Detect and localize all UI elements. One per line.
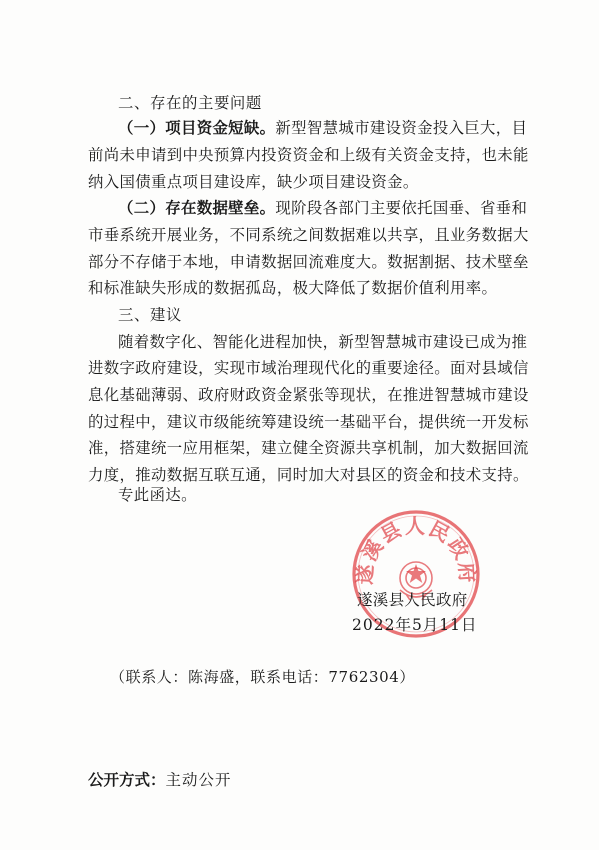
signature-organization: 遂溪县人民政府 xyxy=(357,591,468,609)
paragraph-suggestion-line-6: 力度，推动数据互联互通，同时加大对县区的资金和技术支持。 xyxy=(88,466,529,484)
paragraph-suggestion-line-5: 准，搭建统一应用框架，建立健全资源共享机制，加大数据回流 xyxy=(88,439,529,457)
paragraph-funding-line-3: 纳入国债重点项目建设库，缺少项目建设资金。 xyxy=(88,173,419,191)
paragraph-funding-line-1 xyxy=(118,118,526,138)
paragraph-suggestion-line-1: 随着数字化、智能化进程加快，新型智慧城市建设已成为推 xyxy=(118,333,528,351)
paragraph-data-text-1: 现阶段各部门主要依托国垂、省垂和 xyxy=(275,199,528,217)
disclosure-label: 公开方式： xyxy=(88,771,166,789)
paragraph-data-line-4: 和标准缺失形成的数据孤岛，极大降低了数据价值利用率。 xyxy=(88,279,498,297)
disclosure-row xyxy=(88,768,232,790)
paragraph-data-line-1 xyxy=(118,198,526,218)
paragraph-funding-text-1: 新型智慧城市建设资金投入巨大，目 xyxy=(275,119,528,137)
closing-remark: 专此函达。 xyxy=(118,486,197,504)
paragraph-data-line-2: 市垂系统开展业务，不同系统之间数据难以共享，且业务数据大 xyxy=(88,226,529,244)
section-heading-problems: 二、存在的主要问题 xyxy=(118,94,262,112)
contact-info: （联系人：陈海盛，联系电话：7762304） xyxy=(110,668,416,686)
signature-date: 2022年5月11日 xyxy=(352,616,478,634)
paragraph-data-label: （二）存在数据壁垒。 xyxy=(118,199,276,217)
paragraph-suggestion-line-2: 进数字政府建设，实现市域治理现代化的重要途径。面对县域信 xyxy=(88,359,529,377)
paragraph-funding-line-2: 前尚未申请到中央预算内投资资金和上级有关资金支持，也未能 xyxy=(88,146,529,164)
paragraph-funding-label: （一）项目资金短缺。 xyxy=(118,119,276,137)
disclosure-value: 主动公开 xyxy=(165,771,232,789)
section-heading-suggestions: 三、建议 xyxy=(118,306,182,324)
paragraph-data-line-3: 部分不存储于本地，申请数据回流难度大。数据割据、技术壁垒 xyxy=(88,253,529,271)
svg-text:遂溪县人民政府: 遂溪县人民政府 xyxy=(352,513,480,586)
paragraph-suggestion-line-3: 息化基础薄弱、政府财政资金紧张等现状，在推进智慧城市建设 xyxy=(88,386,529,404)
paragraph-suggestion-line-4: 的过程中，建议市级能统筹建设统一基础平台，提供统一开发标 xyxy=(88,413,529,431)
